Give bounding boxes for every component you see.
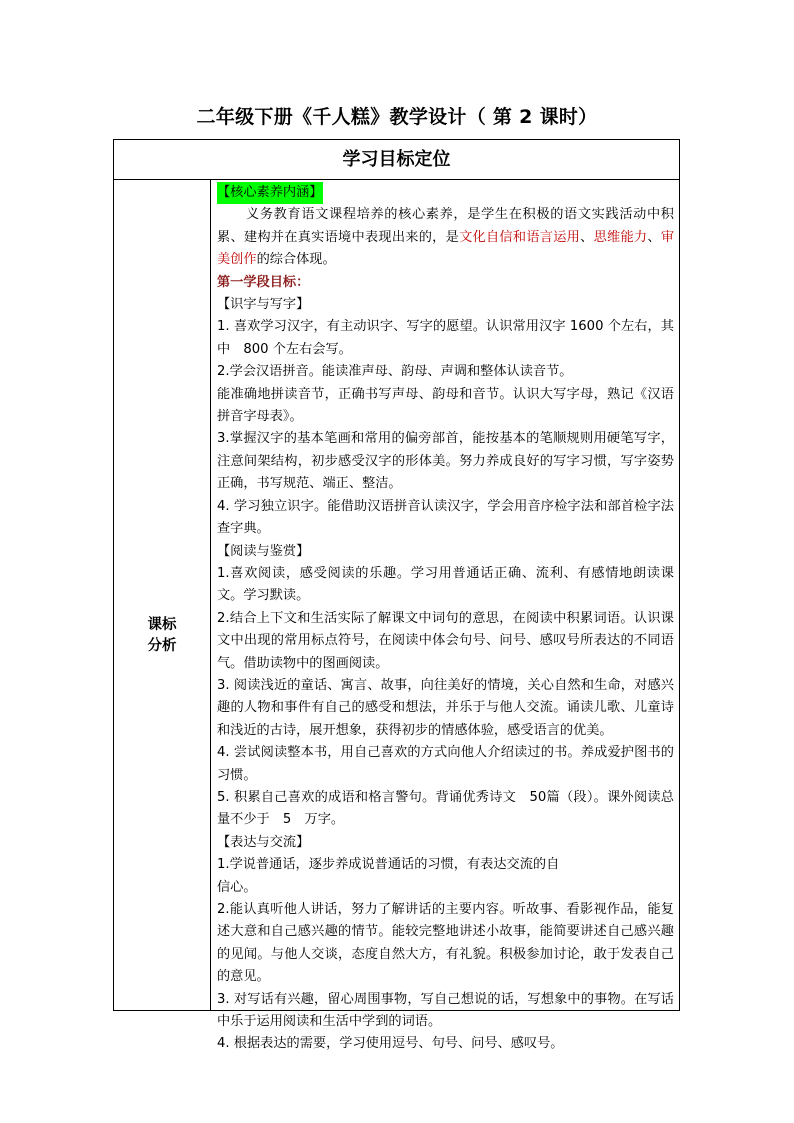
list-item: 3. 对写话有兴趣，留心周围事物，写自己想说的话，写想象中的事物。在写话中乐于运用阅读和生活中学到的词语。 — [217, 991, 674, 1030]
list-item: 1.学说普通话，逐步养成说普通话的习惯，有表达交流的自 — [217, 857, 560, 873]
document-title: 二年级下册《千人糕》教学设计（ 第 2 课时） — [196, 106, 598, 128]
list-item: 1. 喜欢学习汉字，有主动识字、写字的愿望。认识常用汉字 1600 个左右，其中 800 个左右会写。 — [217, 319, 674, 357]
core-heading-highlight: 【核心素养内涵】 — [217, 182, 323, 204]
core-text-red-3: 审美创作 — [217, 229, 675, 268]
core-heading — [217, 182, 674, 204]
content-cell — [217, 182, 674, 1056]
section-heading-literacy: 【识字与写字】 — [217, 297, 310, 313]
section-heading-expression: 【表达与交流】 — [217, 834, 310, 850]
list-item: 能准确地拼读音节，正确书写声母、韵母和音节。认识大写字母，熟记《汉语拼音字母表》。 — [217, 386, 674, 425]
core-text-red-2: 思维能力 — [593, 229, 648, 245]
section-heading-reading: 【阅读与鉴赏】 — [217, 543, 310, 559]
stage-heading: 第一学段目标： — [217, 274, 310, 290]
core-sep-1: 、 — [580, 229, 594, 245]
list-item: 4. 学习独立识字。能借助汉语拼音认读汉字，学会用音序检字法和部首检字法查字典。 — [217, 498, 674, 537]
list-item: 2.学会汉语拼音。能读准声母、韵母、声调和整体认读音节。 — [217, 364, 573, 380]
table-header: 学习目标定位 — [114, 140, 679, 180]
list-item: 信心。 — [217, 879, 257, 895]
list-item: 4. 根据表达的需要，学习使用逗号、句号、问号、感叹号。 — [217, 1036, 564, 1052]
list-item: 1.喜欢阅读，感受阅读的乐趣。学习用普通话正确、流利、有感情地朗读课文。学习默读。 — [217, 565, 674, 604]
list-item: 3. 阅读浅近的童话、寓言、故事，向往美好的情境，关心自然和生命，对感兴趣的人物和事件有自己的感受和想法，并乐于与他人交流。诵读儿歌、儿童诗和浅近的古诗，展开想象，获得初步的情感体验，感受语言的优美。 — [217, 677, 674, 738]
core-text: 义务教育语文课程培养的核心素养，是学生在积极的语文实践活动中积累、建构并在真实语境中表现出来的，是 — [217, 207, 674, 245]
core-sep-2: 、 — [647, 229, 661, 245]
core-text-red-1: 文化自信和语言运用 — [459, 229, 581, 245]
left-label — [114, 615, 210, 657]
list-item: 5. 积累自己喜欢的成语和格言警句。背诵优秀诗文 50篇（段）。课外阅读总量不少于 5 万字。 — [217, 789, 674, 828]
list-item: 2.能认真听他人讲话，努力了解讲话的主要内容。听故事、看影视作品，能复述大意和自己感兴趣的情节。能较完整地讲述小故事，能简要讲述自己感兴趣的见闻。与他人交谈，态度自然大方，有礼貌。积极参加讨论，敢于发表自己的意见。 — [217, 902, 674, 985]
list-item: 4. 尝试阅读整本书，用自己喜欢的方式向他人介绍读过的书。养成爱护图书的习惯。 — [217, 745, 674, 783]
list-item: 3.掌握汉字的基本笔画和常用的偏旁部首，能按基本的笔顺规则用硬笔写字，注意间架结构，初步感受汉字的形体美。努力养成良好的写字习惯，写字姿势正确，书写规范、端正、整洁。 — [217, 431, 674, 492]
goal-table — [113, 139, 680, 1052]
left-label-cell — [114, 180, 211, 1010]
core-paragraph — [217, 204, 674, 271]
core-text-end: 的综合体现。 — [256, 252, 336, 268]
left-label-line-2: 分析 — [147, 638, 177, 654]
list-item: 2.结合上下文和生活实际了解课文中词句的意思，在阅读中积累词语。认识课文中出现的常用标点符号，在阅读中体会句号、问号、感叹号所表达的不同语气。借助读物中的图画阅读。 — [217, 610, 674, 671]
left-label-line-1: 课标 — [147, 617, 177, 633]
